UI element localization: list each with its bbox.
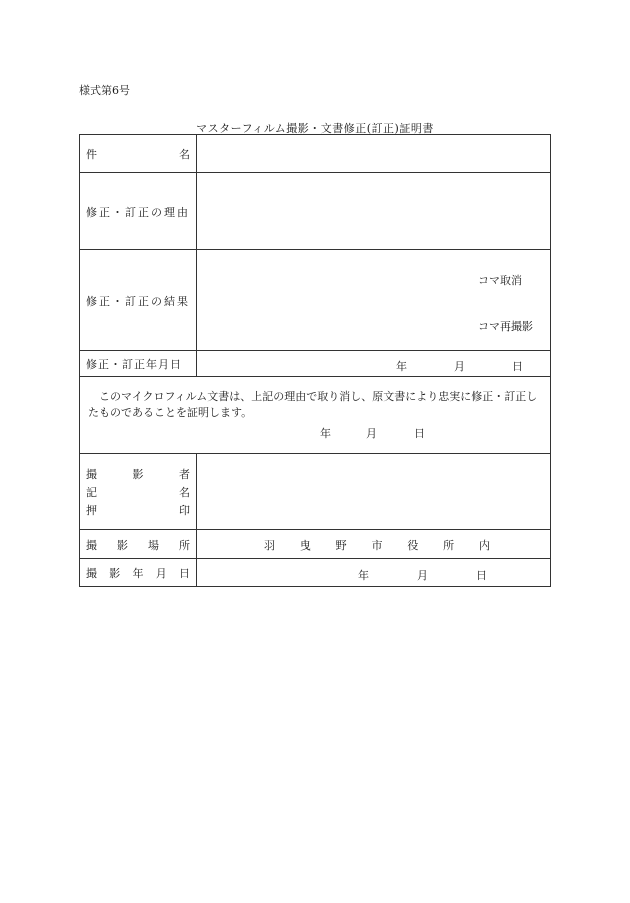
- certification-year-unit: 年: [320, 427, 331, 440]
- correction-date-field[interactable]: [198, 351, 550, 377]
- subject-label: [80, 135, 197, 172]
- result-field[interactable]: [198, 250, 550, 351]
- reason-row: [80, 172, 550, 250]
- photographer-signature-field[interactable]: [198, 454, 550, 530]
- reason-label-text: 修正・訂正の理由: [86, 205, 190, 219]
- frame-cancel-option[interactable]: コマ取消: [478, 274, 522, 287]
- result-label-text: 修正・訂正の結果: [86, 294, 190, 308]
- correction-month-unit: 月: [454, 360, 465, 373]
- shoot-year-unit: 年: [358, 569, 369, 582]
- shoot-date-row: [80, 558, 550, 587]
- shoot-day-unit: 日: [476, 569, 487, 582]
- photographer-row: [80, 453, 550, 530]
- location-value: 羽 曳 野 市 役 所 内: [264, 538, 490, 552]
- subject-field[interactable]: [198, 135, 550, 172]
- document-title: マスターフィルム撮影・文書修正(訂正)証明書: [196, 122, 434, 135]
- result-row: [80, 249, 550, 351]
- form-number: 様式第6号: [79, 84, 130, 97]
- certification-row: [80, 376, 550, 454]
- result-label: [80, 250, 197, 351]
- subject-row: [80, 135, 550, 172]
- location-row: [80, 529, 550, 559]
- frame-reshoot-option[interactable]: コマ再撮影: [478, 320, 533, 333]
- subject-label-char-1: 件: [86, 147, 97, 161]
- certificate-table: [79, 134, 551, 587]
- correction-date-label-text: 修正・訂正年月日: [86, 358, 182, 371]
- shoot-date-label: 撮 影 年 月 日: [80, 559, 197, 587]
- certification-month-unit: 月: [366, 427, 377, 440]
- certification-day-unit: 日: [414, 427, 425, 440]
- correction-date-label: [80, 351, 197, 377]
- correction-year-unit: 年: [396, 360, 407, 373]
- location-label: 撮 影 場 所: [80, 530, 197, 559]
- correction-day-unit: 日: [512, 360, 523, 373]
- photographer-label-line-2: 記 名: [86, 486, 190, 499]
- shoot-date-field[interactable]: [198, 559, 550, 587]
- photographer-label: [80, 454, 197, 530]
- certification-statement: このマイクロフィルム文書は、上記の理由で取り消し、原文書により忠実に修正・訂正したものであることを証明します。: [88, 390, 538, 419]
- shoot-month-unit: 月: [417, 569, 428, 582]
- reason-field[interactable]: [198, 173, 550, 250]
- correction-date-row: [80, 350, 550, 377]
- subject-label-char-2: 名: [179, 147, 190, 161]
- reason-label: [80, 173, 197, 250]
- photographer-label-line-1: 撮 影 者: [86, 468, 190, 481]
- photographer-label-line-3: 押 印: [86, 504, 190, 517]
